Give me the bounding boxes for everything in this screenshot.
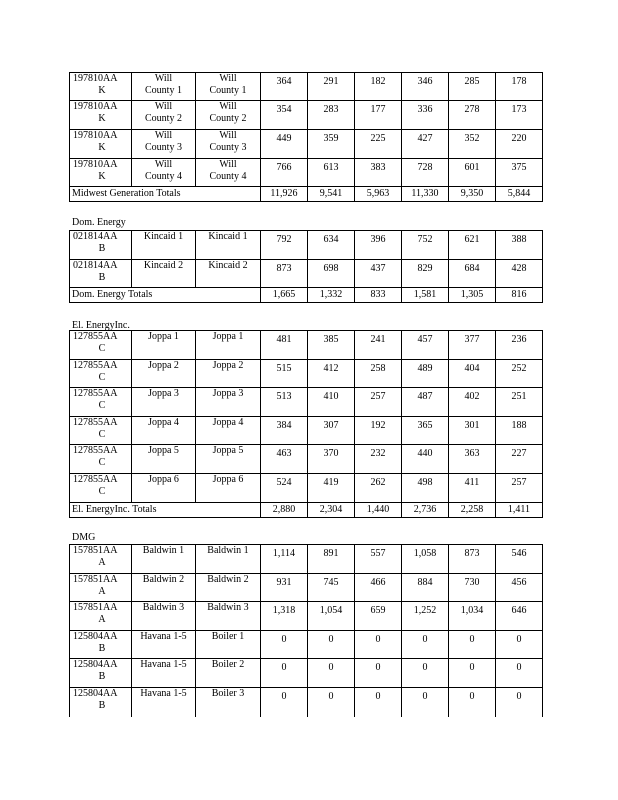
totals-row bbox=[70, 503, 543, 518]
value-cell: 412 bbox=[308, 360, 355, 388]
plant-name-cell: Joppa 2 bbox=[132, 360, 196, 388]
value-cell: 487 bbox=[402, 388, 449, 417]
unit-id-cell: 157851AA A bbox=[70, 602, 132, 631]
total-value-cell: 1,665 bbox=[261, 288, 308, 303]
value-cell: 0 bbox=[496, 631, 543, 659]
value-cell: 0 bbox=[449, 688, 496, 717]
value-cell: 365 bbox=[402, 417, 449, 445]
section-heading: DMG bbox=[72, 532, 96, 543]
unit-name-cell: Will County 1 bbox=[196, 73, 261, 101]
unit-name-cell: Kincaid 2 bbox=[196, 260, 261, 288]
value-cell: 192 bbox=[355, 417, 402, 445]
section-heading: Dom. Energy bbox=[72, 217, 126, 228]
value-cell: 225 bbox=[355, 130, 402, 159]
value-cell: 0 bbox=[261, 688, 308, 717]
total-value-cell: 1,581 bbox=[402, 288, 449, 303]
unit-id-cell: 127855AA C bbox=[70, 360, 132, 388]
table-row bbox=[70, 360, 543, 388]
value-cell: 646 bbox=[496, 602, 543, 631]
value-cell: 278 bbox=[449, 101, 496, 130]
table-row bbox=[70, 631, 543, 659]
value-cell: 1,318 bbox=[261, 602, 308, 631]
value-cell: 307 bbox=[308, 417, 355, 445]
unit-name-cell: Kincaid 1 bbox=[196, 231, 261, 260]
value-cell: 252 bbox=[496, 360, 543, 388]
value-cell: 515 bbox=[261, 360, 308, 388]
unit-name-cell: Joppa 4 bbox=[196, 417, 261, 445]
plant-name-cell: Havana 1-5 bbox=[132, 688, 196, 717]
value-cell: 220 bbox=[496, 130, 543, 159]
value-cell: 0 bbox=[402, 688, 449, 717]
total-value-cell: 11,926 bbox=[261, 187, 308, 202]
value-cell: 601 bbox=[449, 159, 496, 187]
midwest-generation-table bbox=[69, 72, 543, 202]
total-value-cell: 2,736 bbox=[402, 503, 449, 518]
value-cell: 402 bbox=[449, 388, 496, 417]
table-row bbox=[70, 602, 543, 631]
unit-name-cell: Boiler 3 bbox=[196, 688, 261, 717]
value-cell: 427 bbox=[402, 130, 449, 159]
value-cell: 0 bbox=[355, 688, 402, 717]
value-cell: 0 bbox=[496, 659, 543, 688]
unit-name-cell: Will County 3 bbox=[196, 130, 261, 159]
unit-id-cell: 197810AA K bbox=[70, 159, 132, 187]
table-row bbox=[70, 101, 543, 130]
value-cell: 359 bbox=[308, 130, 355, 159]
unit-name-cell: Will County 2 bbox=[196, 101, 261, 130]
plant-name-cell: Joppa 5 bbox=[132, 445, 196, 474]
value-cell: 411 bbox=[449, 474, 496, 503]
dom-energy-table bbox=[69, 230, 543, 303]
plant-name-cell: Joppa 3 bbox=[132, 388, 196, 417]
plant-name-cell: Joppa 1 bbox=[132, 331, 196, 360]
value-cell: 1,034 bbox=[449, 602, 496, 631]
value-cell: 745 bbox=[308, 574, 355, 602]
total-value-cell: 1,440 bbox=[355, 503, 402, 518]
unit-name-cell: Joppa 2 bbox=[196, 360, 261, 388]
value-cell: 766 bbox=[261, 159, 308, 187]
plant-name-cell: Will County 1 bbox=[132, 73, 196, 101]
plant-name-cell: Havana 1-5 bbox=[132, 659, 196, 688]
value-cell: 884 bbox=[402, 574, 449, 602]
value-cell: 0 bbox=[308, 659, 355, 688]
value-cell: 659 bbox=[355, 602, 402, 631]
unit-id-cell: 021814AA B bbox=[70, 231, 132, 260]
value-cell: 383 bbox=[355, 159, 402, 187]
value-cell: 0 bbox=[449, 631, 496, 659]
value-cell: 466 bbox=[355, 574, 402, 602]
unit-name-cell: Joppa 6 bbox=[196, 474, 261, 503]
value-cell: 0 bbox=[261, 631, 308, 659]
table-row bbox=[70, 388, 543, 417]
unit-name-cell: Boiler 2 bbox=[196, 659, 261, 688]
value-cell: 182 bbox=[355, 73, 402, 101]
value-cell: 285 bbox=[449, 73, 496, 101]
value-cell: 481 bbox=[261, 331, 308, 360]
total-value-cell: 5,844 bbox=[496, 187, 543, 202]
value-cell: 621 bbox=[449, 231, 496, 260]
unit-name-cell: Boiler 1 bbox=[196, 631, 261, 659]
total-value-cell: 2,258 bbox=[449, 503, 496, 518]
plant-name-cell: Havana 1-5 bbox=[132, 631, 196, 659]
value-cell: 457 bbox=[402, 331, 449, 360]
unit-name-cell: Baldwin 2 bbox=[196, 574, 261, 602]
total-value-cell: 9,350 bbox=[449, 187, 496, 202]
value-cell: 301 bbox=[449, 417, 496, 445]
totals-label: Dom. Energy Totals bbox=[70, 288, 196, 303]
total-value-cell: 2,880 bbox=[261, 503, 308, 518]
value-cell: 257 bbox=[355, 388, 402, 417]
table-row bbox=[70, 417, 543, 445]
value-cell: 440 bbox=[402, 445, 449, 474]
table-row bbox=[70, 445, 543, 474]
plant-name-cell: Will County 3 bbox=[132, 130, 196, 159]
table-row bbox=[70, 474, 543, 503]
value-cell: 291 bbox=[308, 73, 355, 101]
value-cell: 524 bbox=[261, 474, 308, 503]
value-cell: 449 bbox=[261, 130, 308, 159]
value-cell: 792 bbox=[261, 231, 308, 260]
value-cell: 388 bbox=[496, 231, 543, 260]
table-row bbox=[70, 659, 543, 688]
plant-name-cell: Joppa 4 bbox=[132, 417, 196, 445]
total-value-cell: 816 bbox=[496, 288, 543, 303]
plant-name-cell: Kincaid 2 bbox=[132, 260, 196, 288]
value-cell: 354 bbox=[261, 101, 308, 130]
table-row bbox=[70, 130, 543, 159]
value-cell: 1,252 bbox=[402, 602, 449, 631]
unit-name-cell: Will County 4 bbox=[196, 159, 261, 187]
unit-id-cell: 125804AA B bbox=[70, 688, 132, 717]
value-cell: 188 bbox=[496, 417, 543, 445]
plant-name-cell: Will County 4 bbox=[132, 159, 196, 187]
unit-id-cell: 125804AA B bbox=[70, 659, 132, 688]
value-cell: 437 bbox=[355, 260, 402, 288]
table-row bbox=[70, 545, 543, 574]
value-cell: 336 bbox=[402, 101, 449, 130]
value-cell: 262 bbox=[355, 474, 402, 503]
table-row bbox=[70, 331, 543, 360]
value-cell: 873 bbox=[261, 260, 308, 288]
value-cell: 0 bbox=[355, 631, 402, 659]
value-cell: 891 bbox=[308, 545, 355, 574]
value-cell: 385 bbox=[308, 331, 355, 360]
value-cell: 227 bbox=[496, 445, 543, 474]
unit-id-cell: 197810AA K bbox=[70, 73, 132, 101]
unit-id-cell: 157851AA A bbox=[70, 545, 132, 574]
plant-name-cell: Will County 2 bbox=[132, 101, 196, 130]
unit-id-cell: 127855AA C bbox=[70, 474, 132, 503]
value-cell: 498 bbox=[402, 474, 449, 503]
total-value-cell: 5,963 bbox=[355, 187, 402, 202]
unit-id-cell: 197810AA K bbox=[70, 130, 132, 159]
value-cell: 177 bbox=[355, 101, 402, 130]
value-cell: 0 bbox=[449, 659, 496, 688]
value-cell: 489 bbox=[402, 360, 449, 388]
dmg-table bbox=[69, 544, 543, 717]
totals-row bbox=[70, 187, 543, 202]
value-cell: 251 bbox=[496, 388, 543, 417]
empty-cell bbox=[196, 503, 261, 518]
value-cell: 634 bbox=[308, 231, 355, 260]
total-value-cell: 1,332 bbox=[308, 288, 355, 303]
value-cell: 384 bbox=[261, 417, 308, 445]
total-value-cell: 1,411 bbox=[496, 503, 543, 518]
total-value-cell: 11,330 bbox=[402, 187, 449, 202]
el-energy-table bbox=[69, 330, 543, 518]
value-cell: 173 bbox=[496, 101, 543, 130]
value-cell: 0 bbox=[355, 659, 402, 688]
value-cell: 546 bbox=[496, 545, 543, 574]
value-cell: 410 bbox=[308, 388, 355, 417]
value-cell: 0 bbox=[402, 631, 449, 659]
plant-name-cell: Kincaid 1 bbox=[132, 231, 196, 260]
value-cell: 0 bbox=[261, 659, 308, 688]
value-cell: 1,114 bbox=[261, 545, 308, 574]
empty-cell bbox=[196, 187, 261, 202]
value-cell: 463 bbox=[261, 445, 308, 474]
unit-id-cell: 127855AA C bbox=[70, 331, 132, 360]
value-cell: 352 bbox=[449, 130, 496, 159]
unit-id-cell: 157851AA A bbox=[70, 574, 132, 602]
value-cell: 258 bbox=[355, 360, 402, 388]
value-cell: 370 bbox=[308, 445, 355, 474]
value-cell: 375 bbox=[496, 159, 543, 187]
value-cell: 346 bbox=[402, 73, 449, 101]
unit-id-cell: 021814AA B bbox=[70, 260, 132, 288]
total-value-cell: 2,304 bbox=[308, 503, 355, 518]
value-cell: 698 bbox=[308, 260, 355, 288]
value-cell: 931 bbox=[261, 574, 308, 602]
value-cell: 829 bbox=[402, 260, 449, 288]
unit-id-cell: 125804AA B bbox=[70, 631, 132, 659]
total-value-cell: 833 bbox=[355, 288, 402, 303]
table-row bbox=[70, 231, 543, 260]
unit-id-cell: 127855AA C bbox=[70, 388, 132, 417]
table-row bbox=[70, 574, 543, 602]
value-cell: 236 bbox=[496, 331, 543, 360]
totals-row bbox=[70, 288, 543, 303]
value-cell: 0 bbox=[308, 688, 355, 717]
value-cell: 684 bbox=[449, 260, 496, 288]
unit-name-cell: Joppa 5 bbox=[196, 445, 261, 474]
unit-id-cell: 127855AA C bbox=[70, 417, 132, 445]
plant-name-cell: Baldwin 3 bbox=[132, 602, 196, 631]
value-cell: 0 bbox=[496, 688, 543, 717]
table-row bbox=[70, 159, 543, 187]
totals-label: Midwest Generation Totals bbox=[70, 187, 196, 202]
value-cell: 232 bbox=[355, 445, 402, 474]
value-cell: 513 bbox=[261, 388, 308, 417]
unit-name-cell: Baldwin 1 bbox=[196, 545, 261, 574]
value-cell: 873 bbox=[449, 545, 496, 574]
empty-cell bbox=[196, 288, 261, 303]
value-cell: 178 bbox=[496, 73, 543, 101]
value-cell: 730 bbox=[449, 574, 496, 602]
value-cell: 404 bbox=[449, 360, 496, 388]
value-cell: 1,058 bbox=[402, 545, 449, 574]
value-cell: 1,054 bbox=[308, 602, 355, 631]
table-row bbox=[70, 73, 543, 101]
value-cell: 419 bbox=[308, 474, 355, 503]
value-cell: 557 bbox=[355, 545, 402, 574]
value-cell: 428 bbox=[496, 260, 543, 288]
value-cell: 396 bbox=[355, 231, 402, 260]
value-cell: 752 bbox=[402, 231, 449, 260]
value-cell: 241 bbox=[355, 331, 402, 360]
unit-name-cell: Joppa 3 bbox=[196, 388, 261, 417]
value-cell: 363 bbox=[449, 445, 496, 474]
value-cell: 0 bbox=[402, 659, 449, 688]
plant-name-cell: Joppa 6 bbox=[132, 474, 196, 503]
total-value-cell: 1,305 bbox=[449, 288, 496, 303]
value-cell: 613 bbox=[308, 159, 355, 187]
total-value-cell: 9,541 bbox=[308, 187, 355, 202]
value-cell: 364 bbox=[261, 73, 308, 101]
table-row bbox=[70, 260, 543, 288]
value-cell: 728 bbox=[402, 159, 449, 187]
plant-name-cell: Baldwin 2 bbox=[132, 574, 196, 602]
section-heading: El. EnergyInc. bbox=[72, 320, 130, 331]
plant-name-cell: Baldwin 1 bbox=[132, 545, 196, 574]
table-row bbox=[70, 688, 543, 717]
unit-id-cell: 197810AA K bbox=[70, 101, 132, 130]
unit-id-cell: 127855AA C bbox=[70, 445, 132, 474]
unit-name-cell: Joppa 1 bbox=[196, 331, 261, 360]
value-cell: 0 bbox=[308, 631, 355, 659]
totals-label: El. EnergyInc. Totals bbox=[70, 503, 196, 518]
unit-name-cell: Baldwin 3 bbox=[196, 602, 261, 631]
value-cell: 283 bbox=[308, 101, 355, 130]
value-cell: 456 bbox=[496, 574, 543, 602]
value-cell: 257 bbox=[496, 474, 543, 503]
value-cell: 377 bbox=[449, 331, 496, 360]
